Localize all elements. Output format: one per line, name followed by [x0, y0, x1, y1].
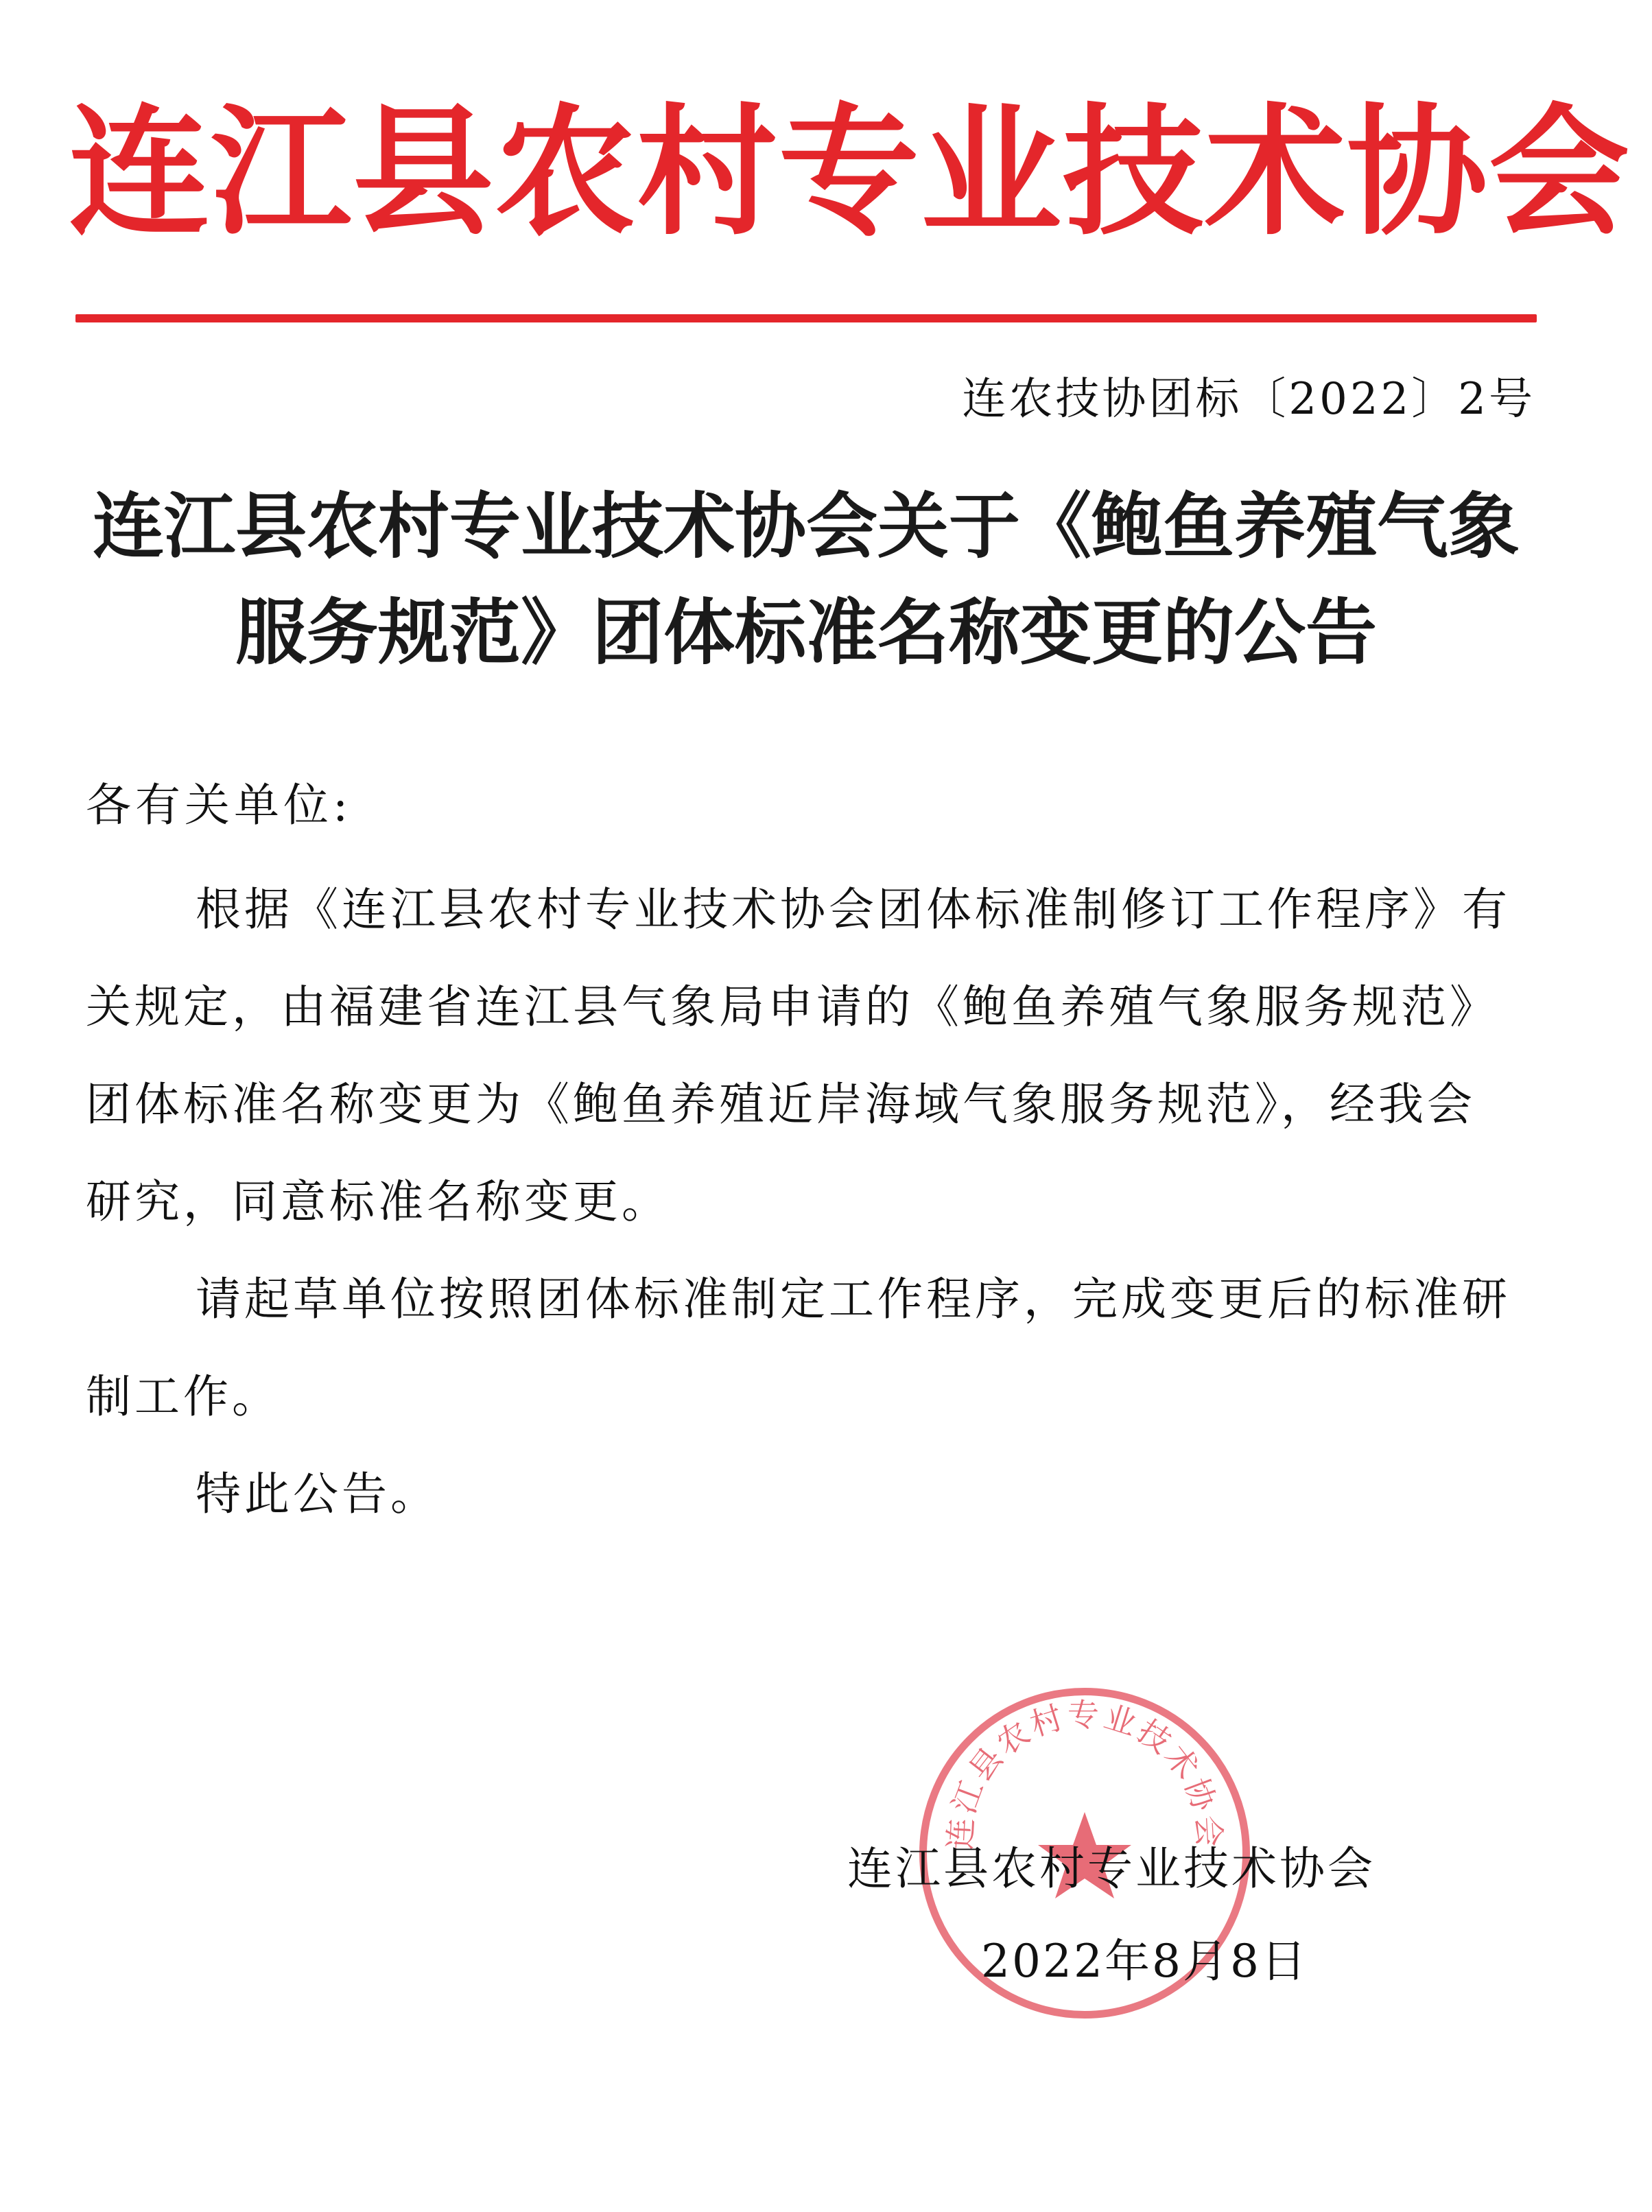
- body-paragraph: 根据《连江县农村专业技术协会团体标准制修订工作程序》有关规定，由福建省连江县气象局申请的《鲍鱼养殖气象服务规范》团体标准名称变更为《鲍鱼养殖近岸海域气象服务规范》，经我会研究，同意标准名称变更。: [86, 883, 1511, 1228]
- notice-body: [86, 861, 1513, 1543]
- body-paragraph: 请起草单位按照团体标准制定工作程序，完成变更后的标准研制工作。: [86, 1273, 1511, 1423]
- letterhead-rule: [75, 314, 1537, 322]
- body-paragraph: 特此公告。: [196, 1468, 439, 1520]
- document-number: 连农技协团标〔2022〕2号: [962, 374, 1535, 425]
- notice-title: 连江县农村专业技术协会关于《鲍鱼养殖气象服务规范》团体标准名称变更的公告: [92, 484, 1520, 674]
- signature-org: 连江县农村专业技术协会: [847, 1842, 1376, 1895]
- signature-date: 2022年8月8日: [981, 1935, 1308, 1988]
- salutation: 各有关单位:: [86, 779, 353, 832]
- letterhead-title: 连江县农村专业技术协会: [69, 91, 1631, 255]
- seal-text: 连江县农村专业技术协会: [941, 1696, 1229, 1851]
